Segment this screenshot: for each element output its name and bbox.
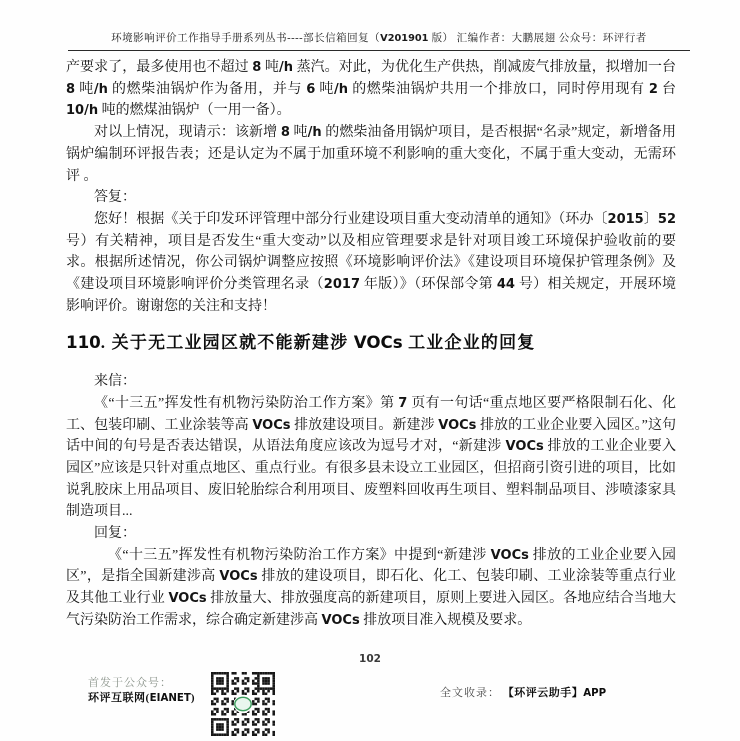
footer-app-note [440, 684, 606, 700]
paragraph-reply-109: 您好！根据《关于印发环评管理中部分行业建设项目重大变动清单的通知》（环办〔2015〕52 号）有关精神，项目是否发生“重大变动”以及相应管理要求是针对项目竣工环境保护验收前的要求。根据所述情况，你公司锅炉调整应按照《环境影响评价法》《建设项目环境保护管理条例》及《建设项目环境影响评价分类管理名录（2017 年版）》（环保部令第 44 号）相关规定，开展环境影响评价。谢谢您的关注和支持！ [66, 211, 677, 314]
page-header [68, 30, 690, 51]
paragraph-boiler-continuation: 产要求了，最多使用也不超过 8 吨/h 蒸汽。对此，为优化生产供热，削减废气排放量，拟增加一台 8 吨/h 的燃柴油锅炉作为备用，并与 6 吨/h 的燃柴油锅炉共用一个排放口，同时停用现有 2 台 10/h 吨的燃煤油锅炉（一用一备）。 [66, 60, 677, 119]
footer-publisher-name: 环评互联网(EIANET) [88, 691, 196, 704]
letter-label: 来信： [94, 374, 136, 390]
footer-app-caption: 全文收录： [440, 687, 500, 699]
document-body [66, 57, 676, 632]
reply-label-1: 答复： [94, 190, 136, 206]
qr-code-icon [211, 672, 275, 736]
reply-label-2: 回复： [94, 526, 136, 542]
footer-publisher [88, 676, 195, 706]
paragraph-request: 对以上情况，现请示：该新增 8 吨/h 的燃柴油备用锅炉项目，是否根据“名录”规定，新增备用锅炉编制环评报告表；还是认定为不属于加重环境不利影响的重大变化，不属于重大变动，无需环评 。 [66, 125, 677, 184]
section-heading-110: 110. 关于无工业园区就不能新建涉 VOCs 工业企业的回复 [66, 333, 536, 353]
page-number: 102 [359, 653, 381, 665]
paragraph-letter-110: 《“十三五”挥发性有机物污染防治工作方案》第 7 页有一句话“重点地区要严格限制石化、化工、包装印刷、工业涂装等高 VOCs 排放建设项目。新建涉 VOCs 排放的工业企业要入园区。”这句话中间的句号是否表达错误，从语法角度应该改为逗号才对，“新建涉 VOCs 排放的工业企业要入园区”应该是只针对重点地区、重点行业。有很多县未设立工业园区，但招商引资引进的项目，比如说乳胶床上用品项目、废旧轮胎综合利用项目、废塑料回收再生项目、塑料制品项目、涉喷漆家具制造项目... [66, 395, 677, 520]
paragraph-reply-110: 《“十三五”挥发性有机物污染防治工作方案》中提到“新建涉 VOCs 排放的工业企业要入园区”，是指全国新建涉高 VOCs 排放的建设项目，即石化、化工、包装印刷、工业涂装等重点行业及其他工业行业 VOCs 排放量大、排放强度高的新建项目，原则上要进入园区。各地应结合当地大气污染防治工作需求，综合确定新建涉高 VOCs 排放项目准入规模及要求。 [66, 547, 677, 628]
header-title: 环境影响评价工作指导手册系列丛书----部长信箱回复（V201901 版） 汇编作者：大鹏展翅 公众号：环评行者 [111, 33, 647, 44]
footer-app-name: 【环评云助手】APP [502, 687, 607, 699]
footer-publisher-caption: 首发于公众号： [88, 677, 172, 689]
